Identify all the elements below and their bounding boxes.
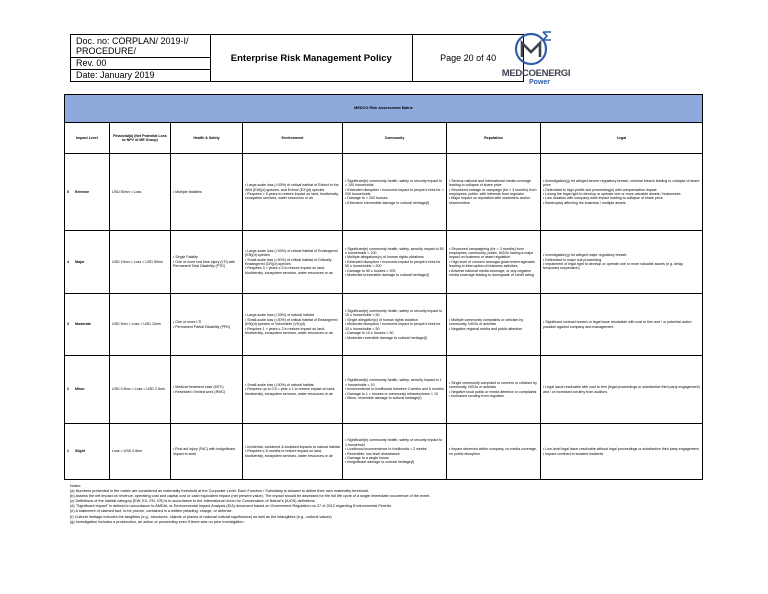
criterion-item: • Moderate disruption / economic impact to people's lives for 10 ≤ households < 50 bbox=[345, 322, 441, 331]
criterion-item: • Significant(e) community health, safety or security impact to 1 household bbox=[345, 438, 443, 447]
notes-heading: Notes: bbox=[70, 484, 81, 488]
criterion-item: • Low-level legal issue resolvable without legal proceedings or substantive third party engagement bbox=[543, 447, 699, 452]
note-line: (a) Numbers presented in the matrix are considered as materiality threshold at the Corporate Level. Each Function / Subsidiary is allowed to define their own materiality threshold. bbox=[70, 489, 369, 494]
col-legal: Legal bbox=[541, 123, 703, 154]
criterion-item: • Restricted / limited work (RWC) bbox=[173, 389, 226, 394]
matrix-header-row bbox=[65, 123, 703, 154]
criterion-item: • Damage to 50 ≤ houses < 200 bbox=[345, 268, 396, 273]
reputation-cell bbox=[447, 154, 541, 231]
document-date: Date: January 2019 bbox=[71, 69, 211, 81]
matrix-notes bbox=[70, 484, 700, 525]
criterion-item: • Damage to > 200 houses bbox=[345, 196, 388, 201]
legal-cell bbox=[541, 154, 703, 231]
page-number: Page 20 of 40 bbox=[412, 35, 524, 82]
community-cell bbox=[343, 356, 447, 424]
criterion-item: • Adverse national media coverage, or any negative media coverage leading to downgrade of credit rating bbox=[449, 268, 534, 278]
revision: Rev. 00 bbox=[71, 57, 211, 69]
col-health-safety: Health & Safety bbox=[171, 123, 243, 154]
environment-cell bbox=[243, 154, 343, 231]
criterion-item: • Impairment of legal right to develop or operate one or more valuable assets (e.g. delay, temporary suspension) bbox=[543, 262, 684, 271]
financial-cell: USD 0.5mn < Loss < USD 2.5mn bbox=[110, 356, 171, 424]
criterion-item: • Defendant to major suit proceeding bbox=[543, 257, 602, 262]
criterion-item: • Law violation with company-wide impact leading to collapse of share price bbox=[543, 196, 663, 201]
health-cell bbox=[171, 294, 243, 356]
criterion-item: • Significant(e) community health, safety, security impact to 1 < households < 10 bbox=[345, 378, 442, 387]
logo-wordmark: MEDCOENERGI bbox=[501, 68, 571, 79]
environment-cell bbox=[243, 424, 343, 480]
impact-level-number: 5 bbox=[67, 189, 69, 194]
environment-cell bbox=[243, 231, 343, 294]
impact-level-cell bbox=[65, 424, 110, 480]
criterion-item: • Small-scale loss (<30%) of critical habitat of Critically Endangered (CR)(d) species bbox=[245, 257, 332, 266]
impact-level-number: 4 bbox=[67, 259, 69, 264]
criterion-item: • Permanent Partial Disability (PPD) bbox=[173, 324, 231, 329]
col-reputation: Reputation bbox=[447, 123, 541, 154]
financial-cell: USD 5mn < Loss < USD 10mn bbox=[110, 294, 171, 356]
criterion-item: • Large-scale loss (>30%) of critical habitat of Extinct in the Wild (EW)(d) species, and Extinct (EX)(d) species bbox=[245, 183, 339, 192]
financial-cell: Loss < USD 0.5mn bbox=[110, 424, 171, 480]
criterion-item: • Insignificant damage to cultural heritage(f) bbox=[345, 460, 415, 465]
criterion-item: • Requires up to 0.5 < year ≤ 1 to restore impact on land, biodiversity, ecosystem services, water resources or air bbox=[245, 387, 336, 396]
note-line: (g) Investigation includes a prosecution, an action or proceeding even if there was no prior investigation. bbox=[70, 519, 245, 524]
financial-cell: USD 50mn < Loss bbox=[110, 154, 171, 231]
impact-level-name: Extreme bbox=[75, 189, 90, 194]
criterion-item: • Structured outrage or campaign (for > 3 months) from employees, public, with interests from regulator bbox=[449, 187, 537, 196]
criterion-item: • Incidental, contained & localised impacts to natural habitat bbox=[245, 444, 340, 449]
criterion-item: • Bankruptcy affecting the business / multiple assets bbox=[543, 200, 626, 205]
criterion-item: • Extensive irreversible damage to cultural heritage(f) bbox=[345, 200, 430, 205]
impact-level-cell bbox=[65, 356, 110, 424]
criterion-item: • Single allegation(c) of human rights violation bbox=[345, 317, 418, 322]
criterion-item: • Extended disruption / economic impact to people's lives for 50 ≤ households < 200 bbox=[345, 259, 441, 269]
criterion-item: • Investigation(g) for alleged major regulatory breach bbox=[543, 253, 627, 258]
impact-level-number: 2 bbox=[67, 387, 69, 392]
criterion-item: • Multiple allegations(c) of human rights violations bbox=[345, 255, 424, 260]
reputation-cell bbox=[447, 231, 541, 294]
impact-level-name: Minor bbox=[75, 387, 85, 392]
criterion-item: • Losing the legal right to develop or operate one or more valuable assets / businesses bbox=[543, 192, 681, 196]
impact-level-cell bbox=[65, 231, 110, 294]
criterion-item: • Single community complaint or concern or criticism by community, NGOs or activists bbox=[449, 380, 537, 390]
criterion-item: • Requires 1 < years ≤ 3 to restore impact on land, biodiversity, ecosystem services, water resources or air bbox=[245, 326, 333, 336]
impact-level-number: 1 bbox=[67, 449, 69, 454]
note-line: (f) Cultural heritage includes the tangibles (e.g., structures, objects or places of national cultural significance) as well as the intangibles (e.g., cultural values) bbox=[70, 514, 332, 519]
legal-cell bbox=[541, 424, 703, 480]
criterion-item: • Moderate irreversible damage to cultural heritage(f) bbox=[345, 273, 429, 278]
criterion-item: • Significant(e) community health, safety or security impact to 10 ≤ households < 50 bbox=[345, 309, 443, 318]
criterion-item: • Small-scale loss (<30%) of critical habitat of Endangered (EN)(d) species or Vulnerable (VU)(d) bbox=[245, 317, 338, 327]
criterion-item: • Minor, reversible damage to cultural heritage(f) bbox=[345, 396, 422, 401]
col-impact-level: Impact Level bbox=[65, 123, 110, 154]
criterion-item: • Single Fatality bbox=[173, 255, 198, 260]
col-environment: Environment bbox=[243, 123, 343, 154]
health-cell bbox=[171, 356, 243, 424]
criterion-item: • One or more lost time injury (LTI) with Permanent Total Disability (PTD) bbox=[173, 259, 236, 269]
col-financial: Financial(a) (Net Potential Loss to NPV of ME Group) bbox=[110, 123, 171, 154]
criterion-item: • Small-scale loss (<30%) of natural habitat bbox=[245, 382, 314, 387]
criterion-item: • Multiple community complaints or criticism by community, NGOs or activists bbox=[449, 317, 524, 327]
criterion-item: • Impact confined to isolated incidents bbox=[543, 451, 604, 456]
col-community: Community bbox=[343, 123, 447, 154]
criterion-item: • One or more LTI bbox=[173, 320, 202, 325]
criterion-item: • Serious national and international media coverage leading to collapse of share price bbox=[449, 178, 532, 188]
criterion-item: • Requires > 5 years to restore impact on land, biodiversity, ecosystem services, water resources or air bbox=[245, 192, 339, 201]
community-cell bbox=[343, 154, 447, 231]
health-cell bbox=[171, 154, 243, 231]
criterion-item: • Legal issue resolvable with cost to firm (legal proceedings or substantive third party engagement) and / or increased scrutiny from auditors bbox=[543, 385, 700, 394]
criterion-item: • Multiple fatalities bbox=[173, 189, 202, 194]
matrix-row-major bbox=[65, 231, 703, 294]
impact-level-cell bbox=[65, 154, 110, 231]
note-line: (d) "Significant impact" is defined in accordance to AMDAL or Environmental Impact Analysis (EIA) document based on Government Regulation no 27 of 2012 regarding Environmental Permits bbox=[70, 504, 392, 509]
doc-number: Doc. no: CORPLAN/ 2019-I/ PROCEDURE/ bbox=[71, 35, 211, 58]
community-cell bbox=[343, 424, 447, 480]
criterion-item: • Medical treatment case (MTC) bbox=[173, 385, 224, 390]
matrix-row-moderate bbox=[65, 294, 703, 356]
health-cell bbox=[171, 231, 243, 294]
reputation-cell bbox=[447, 424, 541, 480]
logo-mark-icon bbox=[497, 28, 575, 70]
criterion-item: • Large-scale loss (>30%) of critical habitat of Endangered (EN)(d) species bbox=[245, 248, 338, 258]
criterion-item: • Impact observed within company, no media coverage, no public disruption bbox=[449, 447, 537, 456]
criterion-item: • Negative regional media and public attention bbox=[449, 326, 523, 331]
logo-subtitle: Power bbox=[529, 79, 551, 86]
matrix-row-slight bbox=[65, 424, 703, 480]
criterion-item: • Investigation(g) for alleged severe regulatory breach, criminal breach leading to collapse of share price bbox=[543, 178, 700, 188]
criterion-item: • Significant(e) community health, safety, security impact to 50 ≤ households < 100 bbox=[345, 246, 444, 255]
financial-cell: USD 10mn < Loss < USD 50mn bbox=[110, 231, 171, 294]
criterion-item: • Requires 3 < years ≤ 5 to restore impact on land, biodiversity, ecosystem services, water resources or air bbox=[245, 266, 333, 275]
note-line: (e) A statement of claimed fact, to be proven, contained in a written pleading, charge, or defense. bbox=[70, 509, 233, 514]
health-cell bbox=[171, 424, 243, 480]
matrix-row-extreme bbox=[65, 154, 703, 231]
criterion-item: • Damage to 1 < houses or community infrastructures < 10 bbox=[345, 391, 438, 396]
environment-cell bbox=[243, 356, 343, 424]
criterion-item: • Significant contract breach or legal issue resolvable with cost to firm and / or potential action possible against company and management bbox=[543, 320, 692, 329]
criterion-item: • Negative local public or media attention or complaints bbox=[449, 389, 537, 394]
community-cell bbox=[343, 294, 447, 356]
criterion-item: • Reversible, low-level disturbance bbox=[345, 451, 400, 456]
criterion-item: • Structured campaigning (for < 3 months) from employees, community, public, NGOs having a major impact on business or asset regulation bbox=[449, 246, 534, 260]
matrix-title: MEDCO Risk Assessment Matrix bbox=[354, 106, 413, 111]
criterion-item: • Inconvenience to livelihoods between 2 weeks and 6 months bbox=[345, 387, 444, 392]
criterion-item: • Moderate reversible damage to cultural heritage(f) bbox=[345, 335, 427, 340]
criterion-item: • Major impact on reputation with customers and/or shareholders bbox=[449, 196, 530, 205]
criterion-item: • Requires ≤ 6 months to restore impact on land, biodiversity, ecosystem services, water resources or air bbox=[245, 449, 333, 458]
legal-cell bbox=[541, 231, 703, 294]
criterion-item: • Damage to a single house bbox=[345, 455, 390, 460]
legal-cell bbox=[541, 356, 703, 424]
criterion-item: • Defendant to high-profile suit proceeding(s) with compensation impact bbox=[543, 187, 657, 192]
criterion-item: • Significant(e) community health, safety or security impact to > 100 households bbox=[345, 178, 443, 188]
criterion-item: • Large-scale loss (>30%) of natural habitat bbox=[245, 313, 314, 318]
community-cell bbox=[343, 231, 447, 294]
risk-assessment-matrix bbox=[64, 94, 703, 480]
matrix-row-minor bbox=[65, 356, 703, 424]
impact-level-name: Moderate bbox=[75, 322, 91, 327]
criterion-item: • Damage to 10 ≤ houses < 50 bbox=[345, 331, 394, 336]
reputation-cell bbox=[447, 356, 541, 424]
impact-level-number: 3 bbox=[67, 322, 69, 327]
criterion-item: • Extended disruption / economic impact to people's lives for > 200 households bbox=[345, 187, 444, 196]
impact-level-cell bbox=[65, 294, 110, 356]
document-title: Enterprise Risk Management Policy bbox=[210, 35, 412, 82]
medcoenergi-logo bbox=[497, 28, 575, 88]
criterion-item: • High level of concern amongst government agencies leading to interruption of business activities bbox=[449, 259, 535, 269]
criterion-item: • Livelihood inconvenience to livelihoods < 2 weeks bbox=[345, 447, 427, 452]
note-line: (b) Assess the net impact on revenue, operating cost and capital cost or cash equivalent impact (net present value). The impact should be assessed for the full life cycle of a single immediate occurrence of the event. bbox=[70, 494, 431, 499]
criterion-item: • Increased scrutiny from regulator bbox=[449, 393, 504, 398]
environment-cell bbox=[243, 294, 343, 356]
matrix-body bbox=[65, 154, 703, 480]
note-line: (c) Definitions of the habitat category (EW, EX, EN, CR) is in accordance to the International Union for Conservation of Nature's (IUCN) definitions. bbox=[70, 499, 316, 504]
impact-level-name: Slight bbox=[75, 449, 85, 454]
criterion-item: • First aid injury (FAC) with insignificant impact to work bbox=[173, 447, 236, 456]
impact-level-name: Major bbox=[75, 259, 85, 264]
legal-cell bbox=[541, 294, 703, 356]
reputation-cell bbox=[447, 294, 541, 356]
matrix-title-band bbox=[65, 95, 703, 123]
